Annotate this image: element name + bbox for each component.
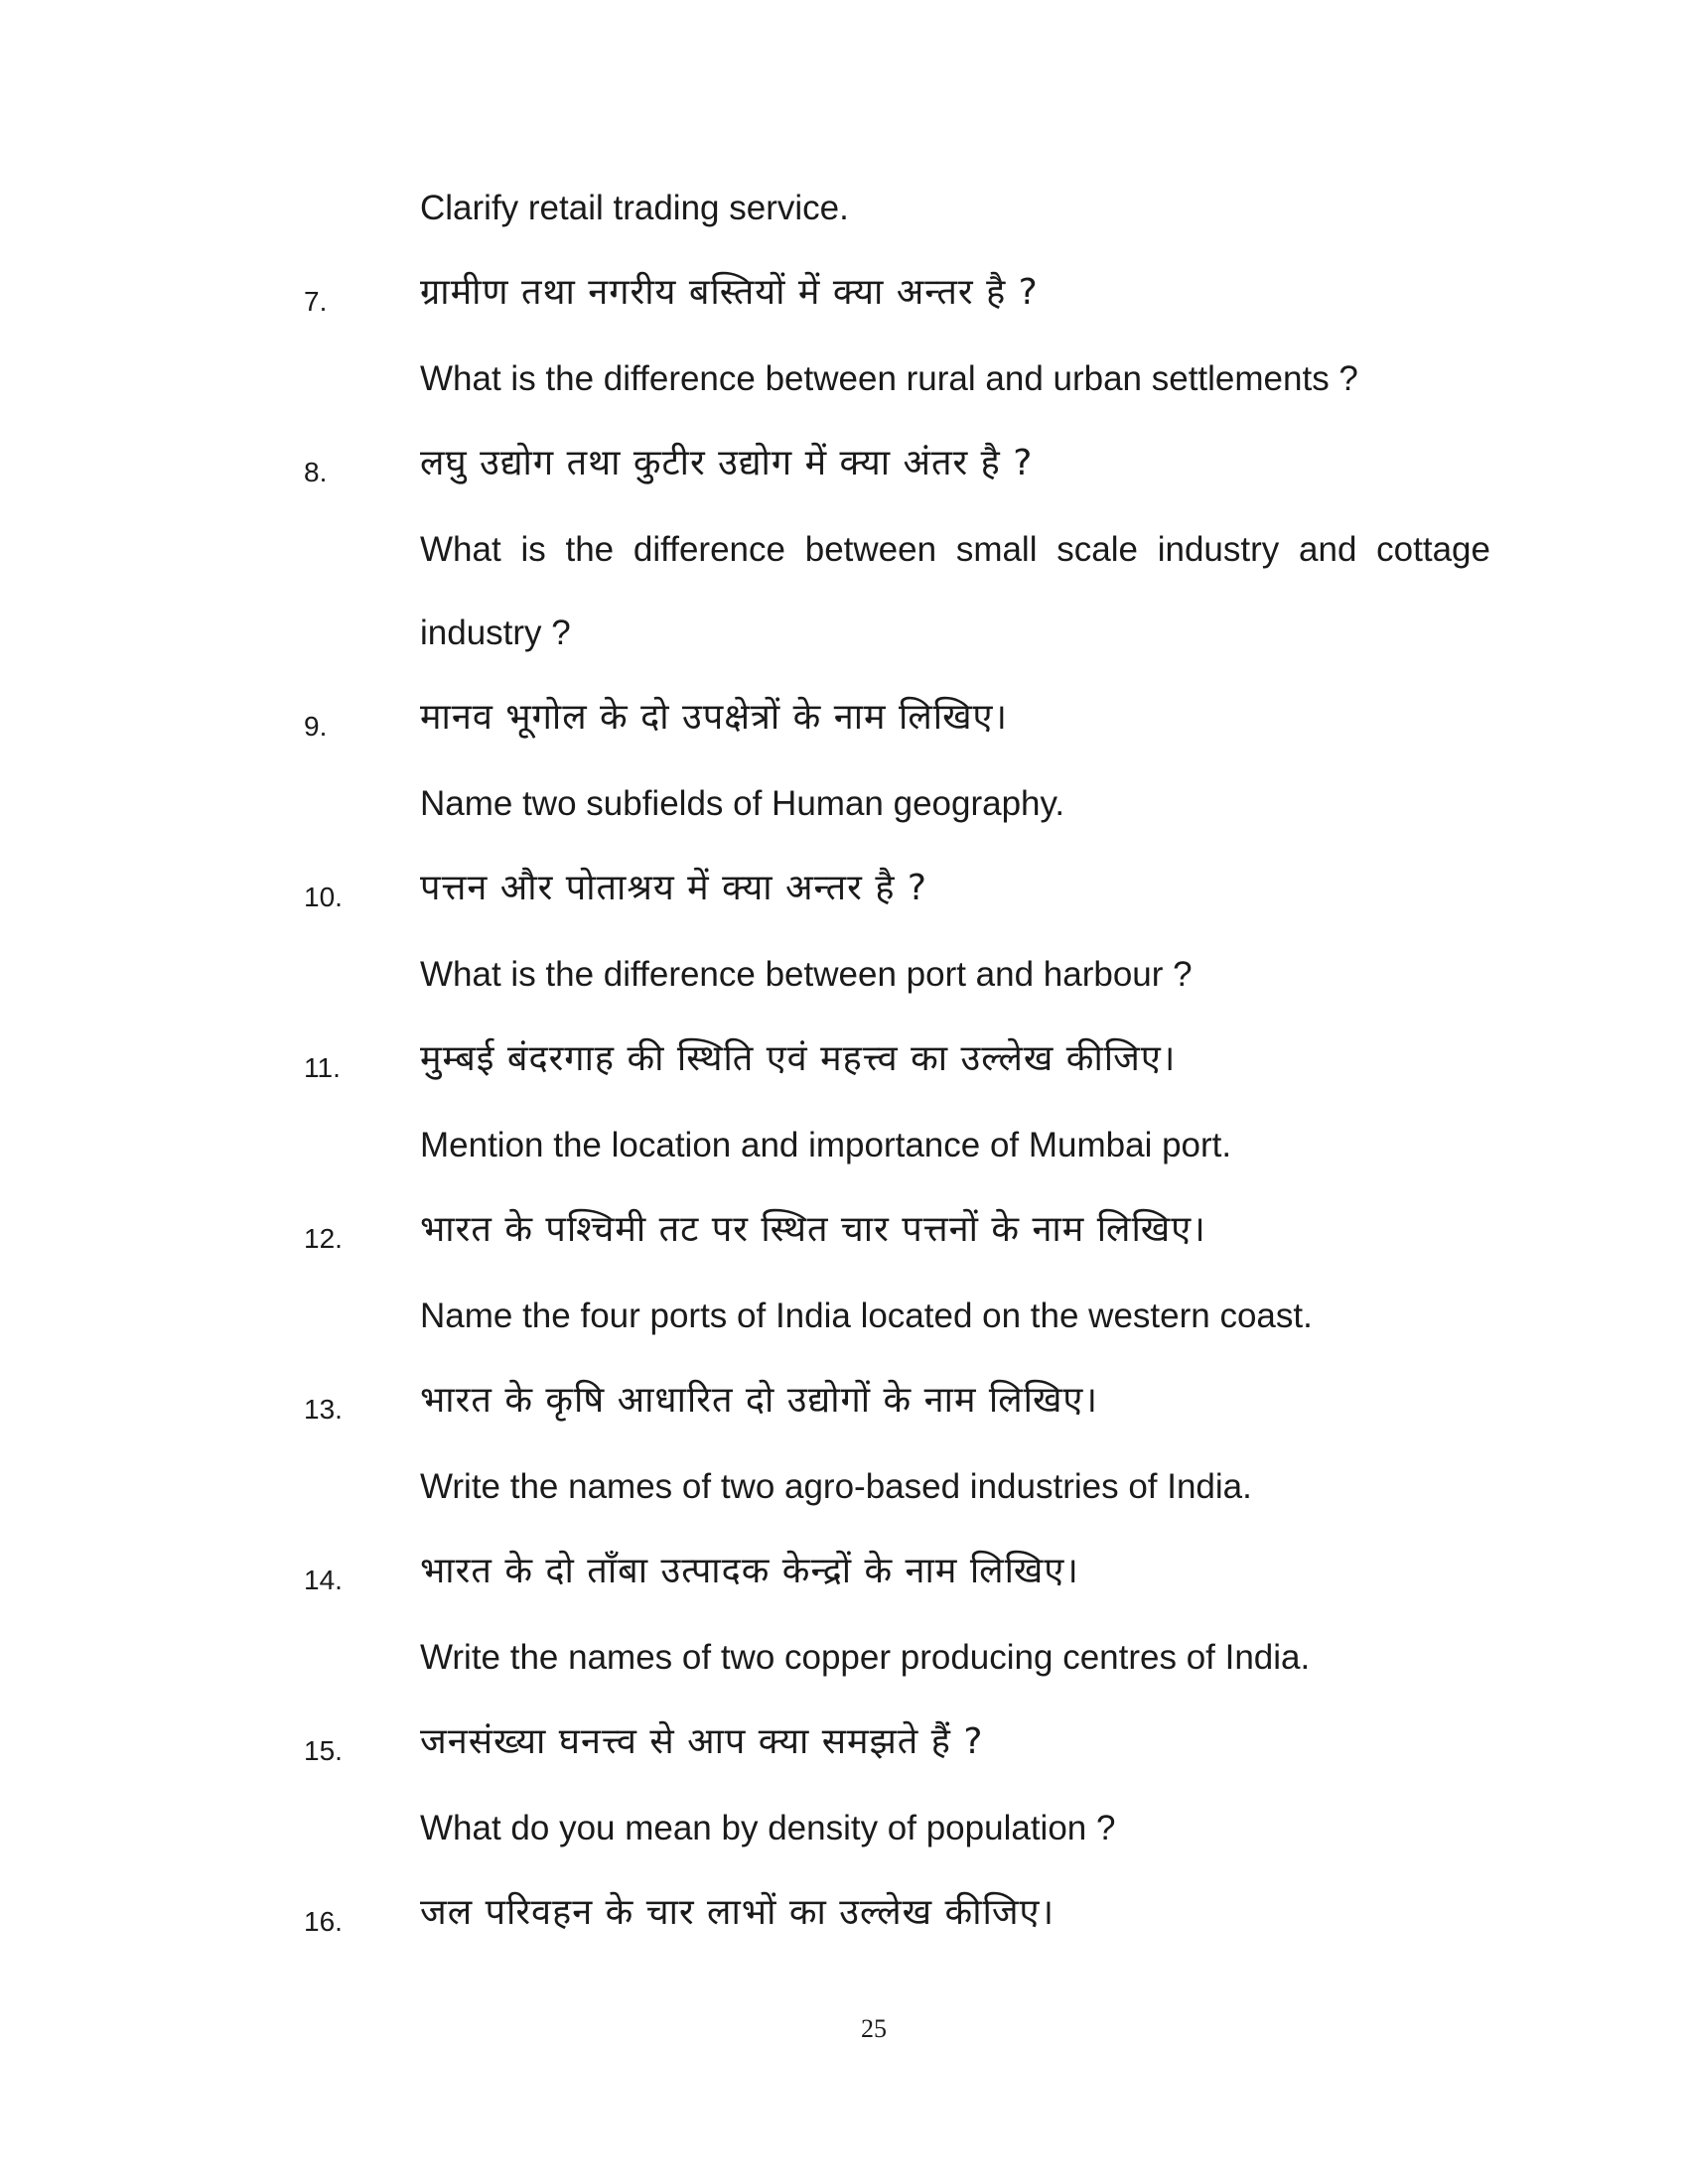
question-11-hindi xyxy=(0,1030,1688,1090)
english-text: What is the difference between rural and urban settlements ? xyxy=(420,359,1358,398)
question-9-hindi xyxy=(0,689,1688,749)
english-text: industry ? xyxy=(420,614,571,652)
question-8-hindi xyxy=(0,435,1688,494)
intro-line xyxy=(0,179,1688,238)
question-13-hindi xyxy=(0,1372,1688,1432)
hindi-text: जल परिवहन के चार लाभों का उल्लेख कीजिए। xyxy=(420,1892,1055,1933)
question-15-hindi xyxy=(0,1713,1688,1773)
question-8-english-line1 xyxy=(0,520,1688,580)
question-7-english xyxy=(0,349,1688,409)
question-16-hindi xyxy=(0,1884,1688,1944)
question-number: 14. xyxy=(304,1565,343,1595)
question-number: 9. xyxy=(304,711,328,742)
question-12-english xyxy=(0,1287,1688,1346)
question-number: 7. xyxy=(304,286,328,317)
question-9-english xyxy=(0,774,1688,834)
question-8-english-line2 xyxy=(0,604,1688,663)
hindi-text: ग्रामीण तथा नगरीय बस्तियों में क्या अन्तर है ? xyxy=(420,272,1039,313)
question-11-english xyxy=(0,1116,1688,1175)
english-text: Name two subfields of Human geography. xyxy=(420,784,1065,823)
question-number: 10. xyxy=(304,882,343,912)
english-text: What is the difference between port and harbour ? xyxy=(420,955,1193,994)
hindi-text: मानव भूगोल के दो उपक्षेत्रों के नाम लिखिए। xyxy=(420,697,1009,738)
hindi-text: भारत के पश्चिमी तट पर स्थित चार पत्तनों के नाम लिखिए। xyxy=(420,1209,1206,1250)
english-text: What is the difference between small scale industry and cottage xyxy=(420,530,1490,569)
english-text: Name the four ports of India located on the western coast. xyxy=(420,1297,1313,1335)
question-15-english xyxy=(0,1799,1688,1858)
page-number: 25 xyxy=(861,2014,887,2043)
english-text: What do you mean by density of population ? xyxy=(420,1809,1116,1847)
question-number: 8. xyxy=(304,457,328,487)
question-number: 13. xyxy=(304,1394,343,1425)
question-number: 11. xyxy=(304,1052,341,1083)
english-text: Write the names of two agro-based industries of India. xyxy=(420,1467,1252,1506)
question-14-english xyxy=(0,1628,1688,1688)
question-number: 12. xyxy=(304,1223,343,1254)
question-number: 16. xyxy=(304,1906,343,1937)
english-text: Mention the location and importance of Mumbai port. xyxy=(420,1126,1232,1164)
english-text: Clarify retail trading service. xyxy=(420,189,849,227)
question-10-english xyxy=(0,945,1688,1005)
question-number: 15. xyxy=(304,1735,343,1766)
question-13-english xyxy=(0,1457,1688,1517)
question-12-hindi xyxy=(0,1201,1688,1261)
question-10-hindi xyxy=(0,860,1688,919)
hindi-text: भारत के दो ताँबा उत्पादक केन्द्रों के नाम लिखिए। xyxy=(420,1551,1079,1591)
hindi-text: भारत के कृषि आधारित दो उद्योगों के नाम लिखिए। xyxy=(420,1380,1098,1421)
english-text: Write the names of two copper producing centres of India. xyxy=(420,1638,1311,1677)
hindi-text: पत्तन और पोताश्रय में क्या अन्तर है ? xyxy=(420,868,927,908)
hindi-text: जनसंख्या घनत्त्व से आप क्या समझते हैं ? xyxy=(420,1721,984,1762)
hindi-text: लघु उद्योग तथा कुटीर उद्योग में क्या अंतर है ? xyxy=(420,443,1034,483)
hindi-text: मुम्बई बंदरगाह की स्थिति एवं महत्त्व का उल्लेख कीजिए। xyxy=(420,1038,1177,1079)
question-14-hindi xyxy=(0,1543,1688,1602)
question-7-hindi xyxy=(0,264,1688,324)
